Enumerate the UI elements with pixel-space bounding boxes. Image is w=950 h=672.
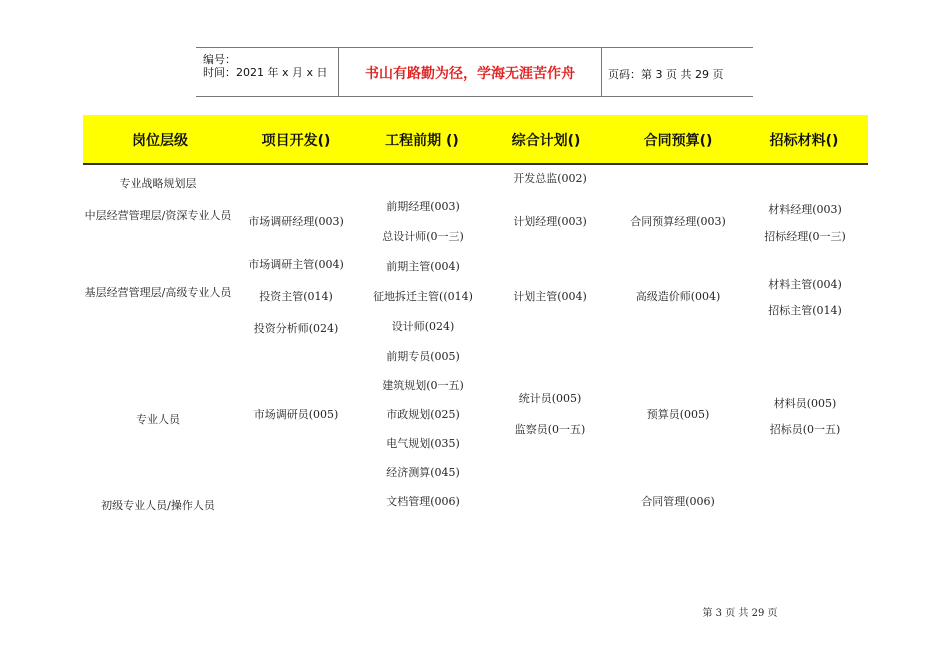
position-cell: 前期专员(005) — [386, 350, 460, 363]
position-cell: 电气规划(035) — [386, 437, 460, 450]
position-cell: 前期主管(004) — [386, 260, 460, 273]
position-cell: 总设计师(0一三) — [382, 230, 464, 243]
header-bottom-rule — [196, 96, 753, 97]
position-cell: 市场调研员(005) — [253, 408, 339, 421]
position-cell: 设计师(024) — [391, 320, 455, 333]
doc-number-label: 编号： — [203, 53, 236, 66]
position-cell: 合同管理(006) — [641, 495, 715, 508]
header-divider-right — [601, 47, 602, 97]
position-cell: 开发总监(002) — [513, 172, 587, 185]
position-cell: 经济测算(045) — [386, 466, 460, 479]
position-cell: 投资分析师(024) — [253, 322, 339, 335]
position-cell: 招标主管(014) — [768, 304, 842, 317]
position-cell: 文档管理(006) — [386, 495, 460, 508]
level-junior: 初级专业人员/操作人员 — [101, 499, 215, 512]
position-cell: 计划经理(003) — [513, 215, 587, 228]
position-cell: 合同预算经理(003) — [630, 215, 726, 228]
position-cell: 监察员(0一五) — [514, 423, 586, 436]
position-cell: 市场调研主管(004) — [248, 258, 344, 271]
column-header-project-dev: 项目开发() — [261, 133, 331, 149]
position-cell: 投资主管(014) — [259, 290, 333, 303]
doc-date: 时间：2021 年 x 月 x 日 — [203, 66, 328, 79]
position-cell: 征地拆迁主管((014) — [373, 290, 473, 303]
position-cell: 预算员(005) — [646, 408, 710, 421]
column-header-general-plan: 综合计划() — [511, 133, 581, 149]
footer-page-number: 第 3 页 共 29 页 — [702, 608, 778, 619]
position-cell: 计划主管(004) — [513, 290, 587, 303]
position-cell: 招标经理(0一三) — [764, 230, 846, 243]
position-cell: 市场调研经理(003) — [248, 215, 344, 228]
header-page-info: 页码：第 3 页 共 29 页 — [608, 68, 724, 81]
column-header-engineering-early: 工程前期 () — [385, 133, 459, 149]
position-cell: 材料经理(003) — [768, 203, 842, 216]
level-professional: 专业人员 — [136, 413, 180, 426]
position-cell: 市政规划(025) — [386, 408, 460, 421]
header-motto: 书山有路勤为径，学海无涯苦作舟 — [365, 66, 575, 82]
position-cell: 材料员(005) — [773, 397, 837, 410]
column-header-bidding-material: 招标材料() — [769, 133, 839, 149]
header-top-rule — [196, 47, 753, 48]
level-base-management: 基层经营管理层/高级专业人员 — [84, 286, 232, 299]
column-header-level: 岗位层级 — [132, 133, 188, 149]
level-strategy: 专业战略规划层 — [119, 177, 197, 190]
position-cell: 材料主管(004) — [768, 278, 842, 291]
position-cell: 建筑规划(0一五) — [382, 379, 464, 392]
position-cell: 招标员(0一五) — [769, 423, 841, 436]
position-cell: 高级造价师(004) — [635, 290, 721, 303]
position-cell: 前期经理(003) — [386, 200, 460, 213]
column-header-contract-budget: 合同预算() — [643, 133, 713, 149]
level-middle-management: 中层经营管理层/资深专业人员 — [84, 209, 232, 222]
position-cell: 统计员(005) — [518, 392, 582, 405]
